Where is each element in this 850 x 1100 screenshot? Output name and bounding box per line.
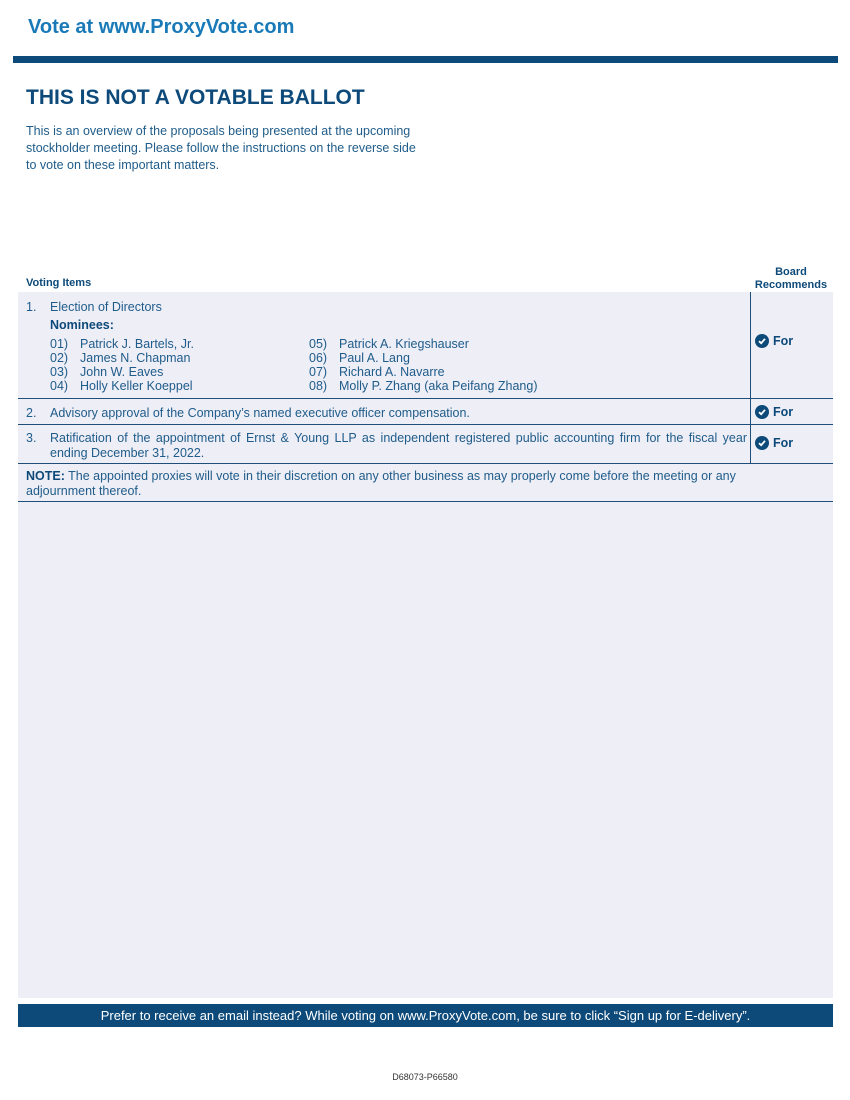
item-1-text: Election of Directors <box>50 300 162 314</box>
check-circle-icon <box>755 405 769 419</box>
note-text <box>26 469 751 498</box>
item-3-recommendation <box>755 436 793 450</box>
board-recommends-line2: Recommends <box>754 279 828 291</box>
nominees-heading: Nominees: <box>50 318 114 332</box>
item-3-number: 3. <box>26 431 37 445</box>
item-1-recommendation <box>755 334 793 348</box>
e-delivery-banner: Prefer to receive an email instead? While voting on www.ProxyVote.com, be sure to click “Sign up for E-delivery”. <box>18 1004 833 1027</box>
note-label: NOTE: <box>26 469 65 483</box>
row-divider <box>18 398 833 399</box>
nominee-item <box>309 337 469 351</box>
nominee-number: 06) <box>309 351 328 365</box>
page-title: THIS IS NOT A VOTABLE BALLOT <box>26 86 365 109</box>
nominee-name: Richard A. Navarre <box>339 365 445 379</box>
nominee-number: 07) <box>309 365 328 379</box>
voting-items-header: Voting Items <box>26 277 92 289</box>
nominee-name: John W. Eaves <box>80 365 164 379</box>
item-1-number: 1. <box>26 300 37 314</box>
nominee-item <box>309 365 445 379</box>
nominee-number: 03) <box>50 365 69 379</box>
recommendation-label: For <box>773 436 794 450</box>
nominee-number: 08) <box>309 379 328 393</box>
nominee-item <box>50 365 163 379</box>
nominee-name: James N. Chapman <box>80 351 191 365</box>
note-body: The appointed proxies will vote in their discretion on any other business as may properly come before the meeting or any adjournment thereof. <box>26 469 736 498</box>
nominee-name: Molly P. Zhang (aka Peifang Zhang) <box>339 379 538 393</box>
nominee-item <box>50 379 193 393</box>
nominee-number: 05) <box>309 337 328 351</box>
nominee-item <box>50 351 190 365</box>
nominee-name: Paul A. Lang <box>339 351 410 365</box>
nominee-item <box>309 379 538 393</box>
item-3-text: Ratification of the appointment of Ernst & Young LLP as independent registered public accounting firm for the fiscal year ending December 31, 2022. <box>50 431 747 460</box>
board-recommends-line1: Board <box>775 266 807 278</box>
nominee-number: 01) <box>50 337 69 351</box>
intro-text: This is an overview of the proposals being presented at the upcoming stockholder meeting. Please follow the instructions on the reverse side to vote on these important matters. <box>26 124 416 172</box>
nominee-item <box>50 337 194 351</box>
check-circle-icon <box>755 334 769 348</box>
nominee-name: Patrick A. Kriegshauser <box>339 337 469 351</box>
check-circle-icon <box>755 436 769 450</box>
nominee-number: 02) <box>50 351 69 365</box>
board-recommends-header <box>748 266 834 292</box>
nominee-name: Patrick J. Bartels, Jr. <box>80 337 194 351</box>
document-id: D68073-P66580 <box>392 1072 458 1082</box>
item-2-text: Advisory approval of the Company’s named executive officer compensation. <box>50 406 470 420</box>
nominee-number: 04) <box>50 379 69 393</box>
recommendation-label: For <box>773 334 794 348</box>
row-divider <box>18 501 833 502</box>
proxyvote-url-heading[interactable]: Vote at www.ProxyVote.com <box>28 16 295 38</box>
nominee-name: Holly Keller Koeppel <box>80 379 193 393</box>
header-divider <box>13 56 838 63</box>
row-divider <box>18 424 833 425</box>
nominee-item <box>309 351 410 365</box>
column-divider <box>750 292 751 464</box>
item-2-recommendation <box>755 405 793 419</box>
row-divider <box>18 463 833 464</box>
recommendation-label: For <box>773 405 794 419</box>
item-2-number: 2. <box>26 406 37 420</box>
